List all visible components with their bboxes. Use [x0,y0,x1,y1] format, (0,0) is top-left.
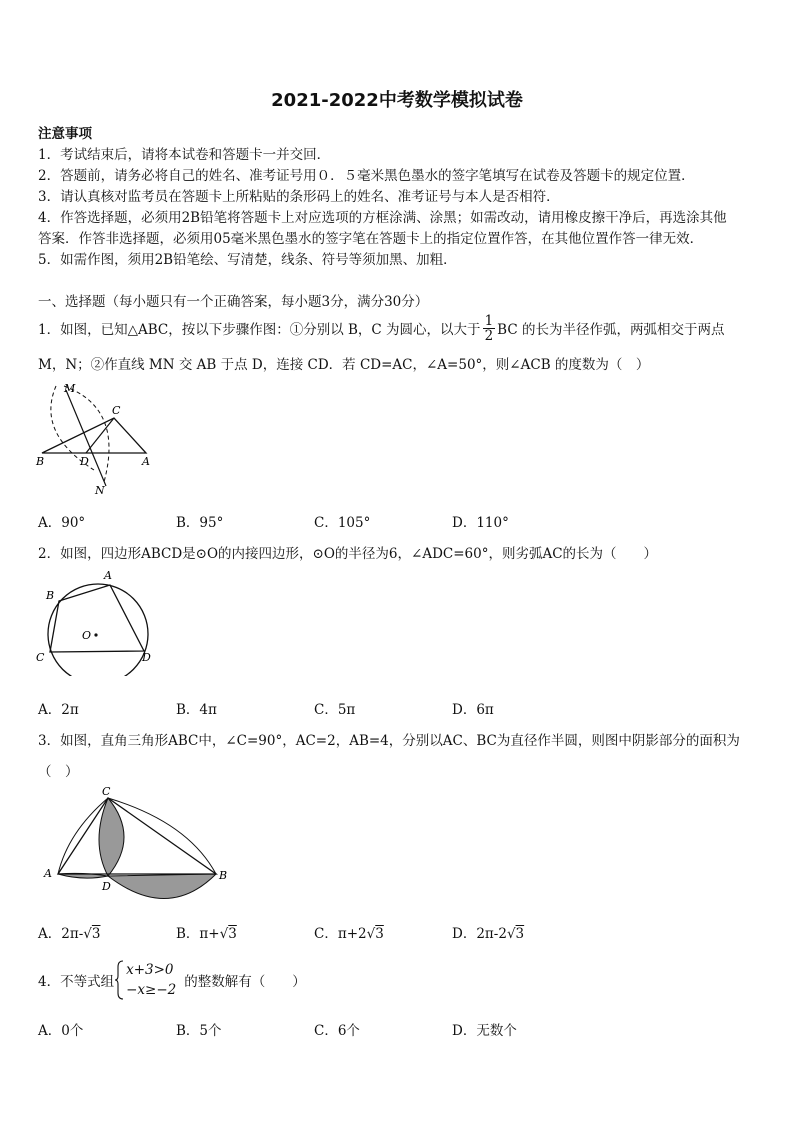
note-item: 3．请认真核对监考员在答题卡上所粘贴的条形码上的姓名、准考证号与本人是否相符． [38,189,560,205]
q1-frac-num: 1 [484,312,494,329]
note-item: 4．作答选择题，必须用2B铅笔将答题卡上对应选项的方框涂满、涂黑；如需改动，请用橡皮擦干净后，再选涂其他 [38,210,727,226]
label-a: A [104,569,112,582]
label-d: D [142,651,151,664]
q4-stem [38,958,306,1002]
shaded-lune-bottom [108,874,216,899]
q1-text-a: 1．如图，已知△ABC，按以下步骤作图：①分别以 B，C 为圆心，以大于 [38,322,481,338]
note-item: 2．答题前，请务必将自己的姓名、准考证号用０．５毫米黑色墨水的签字笔填写在试卷及答题卡的规定位置． [38,168,695,184]
q4-option-c[interactable]: C．6个 [314,1023,360,1039]
q4-ineq-2: −x≥−2 [126,982,177,998]
q1-frac-den: 2 [484,327,494,344]
label-c: C [102,785,111,798]
sqrt-icon: √ [219,926,229,942]
q3-stem-line2: （ ） [38,764,79,780]
note-item: 1．考试结束后，请将本试卷和答题卡一并交回． [38,147,331,163]
q3-option-d[interactable] [452,922,524,942]
note-item: 5．如需作图，须用2B铅笔绘、写清楚，线条、符号等须加黑、加粗． [38,252,457,268]
q2-option-c[interactable]: C．5π [314,702,356,718]
label-b: B [36,455,45,468]
q4-option-d[interactable]: D．无数个 [452,1023,517,1039]
q1-fraction [483,314,496,343]
q3-option-a-radicand: 3 [91,926,101,942]
q1-option-c[interactable]: C．105° [314,515,371,531]
q2-figure [34,566,164,676]
q4-option-b[interactable]: B．5个 [176,1023,222,1039]
label-o: O [82,629,92,642]
q4-inequalities [126,960,176,1000]
section-heading: 一、选择题（每小题只有一个正确答案，每小题3分，满分30分） [38,294,429,310]
triangle-abc [58,798,216,874]
q3-option-b-text: B．π+ [176,926,220,942]
label-b: B [219,869,228,882]
label-c: C [36,651,45,664]
brace-icon [114,959,124,1001]
q2-option-d[interactable]: D．6π [452,702,494,718]
segment-cd [86,418,114,453]
label-b: B [46,589,55,602]
label-n: N [95,484,105,497]
q3-option-c-text: C．π+2 [314,926,367,942]
q3-option-d-text: D．2π-2 [452,926,507,942]
sqrt-icon: √ [366,926,376,942]
q4-ineq-1: x+3>0 [126,962,174,978]
q2-option-b[interactable]: B．4π [176,702,217,718]
q1-figure [34,378,164,498]
q3-option-a-text: A．2π- [38,926,84,942]
q2-stem: 2．如图，四边形ABCD是⊙O的内接四边形，⊙O的半径为6，∠ADC=60°，则劣弧AC的长为（ ） [38,546,658,562]
q3-option-b-radicand: 3 [228,926,237,942]
q1-option-d[interactable]: D．110° [452,515,509,531]
q3-option-c-radicand: 3 [375,926,384,942]
q1-stem-line1 [38,310,724,346]
label-d: D [102,880,111,893]
page-title: 2021-2022中考数学模拟试卷 [271,90,523,111]
q3-stem-line1: 3．如图，直角三角形ABC中，∠C=90°，AC=2，AB=4，分别以AC、BC为直径作半圆，则图中阴影部分的面积为 [38,733,740,749]
q3-option-d-radicand: 3 [515,926,525,942]
q1-text-b: BC 的长为半径作弧，两弧相交于两点 [497,322,725,338]
label-c: C [112,404,121,417]
q3-option-b[interactable] [176,922,237,942]
label-a: A [44,867,52,880]
q4-option-a[interactable]: A．0个 [38,1023,84,1039]
label-a: A [142,455,150,468]
notes-heading: 注意事项 [38,126,92,142]
note-item: 答案．作答非选择题，必须用05毫米黑色墨水的签字笔在答题卡上的指定位置作答，在其他位置作答一律无效． [38,231,704,247]
q2-option-a[interactable]: A．2π [38,702,79,718]
q1-stem-line2: M，N；②作直线 MN 交 AB 于点 D，连接 CD．若 CD=AC，∠A=50°，则∠ACB 的度数为（ ） [38,357,650,373]
sqrt-icon: √ [506,926,516,942]
label-m: M [64,382,76,395]
q3-option-c[interactable] [314,922,384,942]
center-point [94,633,97,636]
q3-option-a[interactable] [38,922,100,942]
q1-option-b[interactable]: B．95° [176,515,224,531]
sqrt-icon: √ [83,926,92,942]
q4-suffix: 的整数解有（ ） [184,974,306,990]
q1-option-a[interactable]: A．90° [38,515,86,531]
q4-prefix: 4．不等式组 [38,974,115,990]
shaded-lune-top [99,798,124,876]
q3-figure [38,782,238,912]
label-d: D [80,455,89,468]
